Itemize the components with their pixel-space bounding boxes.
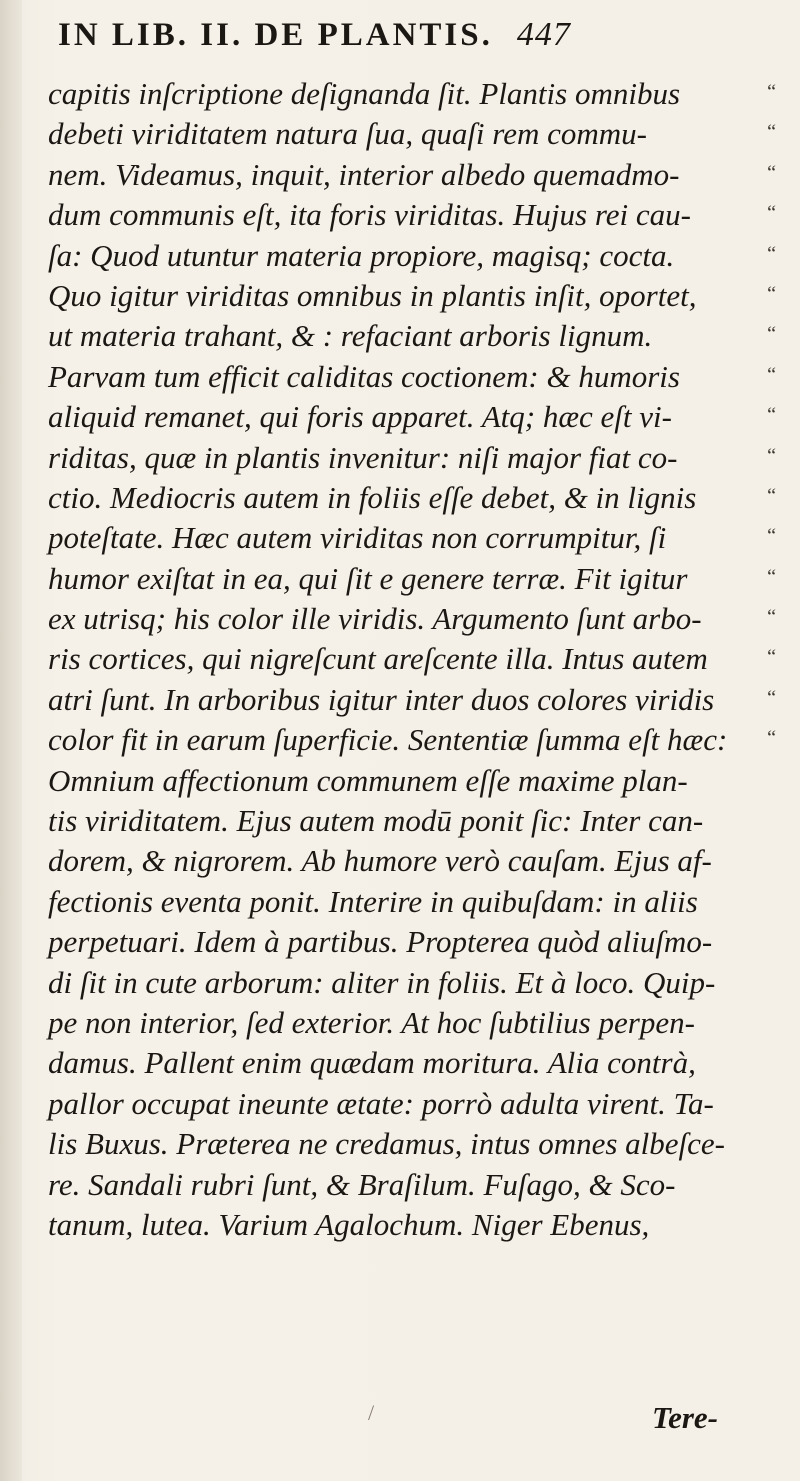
text-line (34, 841, 794, 881)
quotation-mark: “ (767, 202, 776, 225)
text-block (34, 74, 794, 1245)
line-text: perpetuari. Idem à partibus. Propterea quòd aliuſmo- (48, 924, 713, 960)
quotation-mark: “ (767, 565, 776, 588)
text-line (34, 680, 794, 720)
catchword: Tere- (652, 1400, 718, 1435)
text-line (34, 438, 794, 478)
text-line (34, 1165, 794, 1205)
line-text: fectionis eventa ponit. Interire in quibuſdam: in aliis (48, 883, 698, 919)
text-line (34, 1043, 794, 1083)
binding-gutter (0, 0, 22, 1481)
line-text: re. Sandali rubri ſunt, & Braſilum. Fuſago, & Sco- (48, 1166, 676, 1202)
quotation-mark: “ (767, 525, 776, 548)
quotation-mark: “ (767, 686, 776, 709)
quotation-mark: “ (767, 727, 776, 750)
quotation-mark: “ (767, 323, 776, 346)
line-text: aliquid remanet, qui foris apparet. Atq; hæc eſt vi- (48, 399, 672, 435)
text-line (34, 478, 794, 518)
text-line (34, 74, 794, 114)
quotation-mark: “ (767, 81, 776, 103)
text-line (34, 276, 794, 316)
text-line (34, 922, 794, 962)
line-text: pe non interior, ſed exterior. At hoc ſubtilius perpen- (48, 1004, 695, 1040)
quotation-mark: “ (767, 444, 776, 467)
quotation-mark: “ (767, 606, 776, 629)
line-text: lis Buxus. Præterea ne credamus, intus omnes albeſce- (48, 1126, 725, 1162)
line-text: ſa: Quod utuntur materia propiore, magisq; cocta. (48, 237, 675, 273)
line-text: humor exiſtat in ea, qui ſit e genere terræ. Fit igitur (48, 560, 688, 596)
text-line (34, 639, 794, 679)
line-text: ctio. Mediocris autem in foliis eſſe debet, & in lignis (48, 479, 697, 515)
text-line (34, 559, 794, 599)
line-text: tanum, lutea. Varium Agalochum. Niger Ebenus, (48, 1206, 650, 1242)
line-text: Omnium affectionum communem eſſe maxime plan- (48, 762, 688, 798)
text-line (34, 599, 794, 639)
text-line (34, 1084, 794, 1124)
text-line (34, 155, 794, 195)
line-text: dorem, & nigrorem. Ab humore verò cauſam. Ejus af- (48, 843, 712, 879)
line-text: Quo igitur viriditas omnibus in plantis inſit, oportet, (48, 277, 697, 313)
line-text: nem. Videamus, inquit, interior albedo quemadmo- (48, 156, 680, 192)
text-line (34, 195, 794, 235)
line-text: dum communis eſt, ita foris viriditas. Hujus rei cau- (48, 197, 691, 233)
text-line (34, 1003, 794, 1043)
text-line (34, 801, 794, 841)
text-line (34, 963, 794, 1003)
line-text: ut materia trahant, & : refaciant arboris lignum. (48, 318, 653, 354)
quotation-mark: “ (767, 161, 776, 184)
text-line (34, 518, 794, 558)
line-text: tis viriditatem. Ejus autem modū ponit ſic: Inter can- (48, 803, 704, 839)
quotation-mark: “ (767, 484, 776, 507)
stray-mark: / (368, 1400, 375, 1425)
text-line (34, 720, 794, 760)
text-line (34, 357, 794, 397)
text-line (34, 761, 794, 801)
line-text: riditas, quæ in plantis invenitur: niſi major fiat co- (48, 439, 678, 475)
line-text: debeti viriditatem natura ſua, quaſi rem commu- (48, 116, 647, 152)
running-header (58, 16, 758, 66)
line-text: poteſtate. Hæc autem viriditas non corrumpitur, ſi (48, 520, 667, 556)
page-number: 447 (516, 16, 571, 53)
line-text: color fit in earum ſuperficie. Sententiæ ſumma eſt hæc: (48, 722, 728, 758)
text-line (34, 882, 794, 922)
quotation-mark: “ (767, 404, 776, 427)
line-text: ex utrisq; his color ille viridis. Argumento ſunt arbo- (48, 601, 702, 637)
line-text: atri ſunt. In arboribus igitur inter duos colores viridis (48, 681, 715, 717)
line-text: Parvam tum efficit caliditas coctionem: & humoris (48, 358, 680, 394)
line-text: di ſit in cute arborum: aliter in foliis. Et à loco. Quip- (48, 964, 716, 1000)
text-line (34, 236, 794, 276)
line-text: capitis inſcriptione deſignanda ſit. Plantis omnibus (48, 76, 681, 111)
running-title: IN LIB. II. DE PLANTIS. (58, 17, 493, 53)
line-text: ris cortices, qui nigreſcunt areſcente illa. Intus autem (48, 641, 708, 677)
text-line (34, 1205, 794, 1245)
text-line (34, 1124, 794, 1164)
quotation-mark: “ (767, 242, 776, 265)
line-text: damus. Pallent enim quædam moritura. Alia contrà, (48, 1045, 696, 1081)
text-line (34, 114, 794, 154)
text-line (34, 316, 794, 356)
quotation-mark: “ (767, 646, 776, 669)
quotation-mark: “ (767, 363, 776, 386)
quotation-mark: “ (767, 282, 776, 305)
quotation-mark: “ (767, 121, 776, 144)
line-text: pallor occupat ineunte ætate: porrò adulta virent. Ta- (48, 1085, 714, 1121)
text-line (34, 397, 794, 437)
